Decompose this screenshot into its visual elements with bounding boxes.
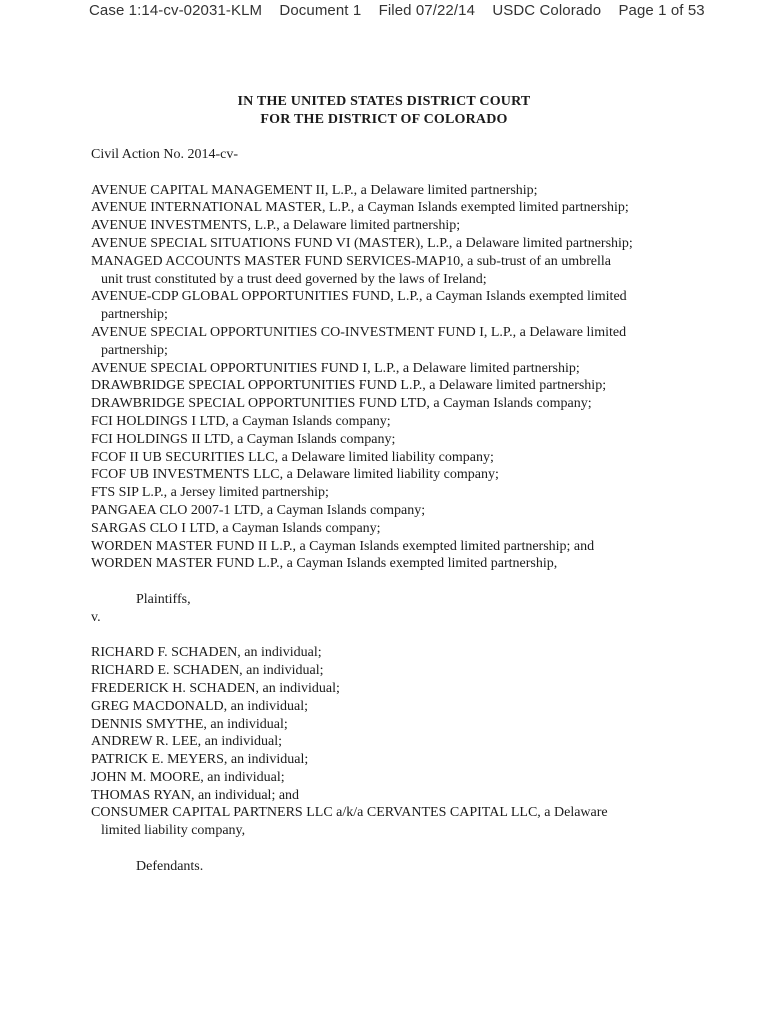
- plaintiffs-label: Plaintiffs,: [136, 591, 191, 607]
- defendant-line: GREG MACDONALD, an individual;: [91, 698, 308, 714]
- court-title-line-1: IN THE UNITED STATES DISTRICT COURT: [237, 94, 531, 109]
- plaintiff-line-continued: partnership;: [101, 342, 168, 358]
- ecf-filing-header: [89, 2, 758, 19]
- plaintiff-line: DRAWBRIDGE SPECIAL OPPORTUNITIES FUND LTD, a Cayman Islands company;: [91, 396, 592, 412]
- case-number: Case 1:14-cv-02031-KLM: [89, 2, 263, 19]
- defendants-label: Defendants.: [136, 858, 204, 874]
- plaintiff-line: AVENUE CAPITAL MANAGEMENT II, L.P., a Delaware limited partnership;: [91, 182, 538, 198]
- defendant-line: CONSUMER CAPITAL PARTNERS LLC a/k/a CERVANTES CAPITAL LLC, a Delaware: [91, 805, 608, 821]
- versus-label: v.: [91, 609, 101, 625]
- plaintiff-line-continued: partnership;: [101, 307, 168, 323]
- plaintiff-line: FTS SIP L.P., a Jersey limited partnership;: [91, 485, 329, 501]
- plaintiff-line: AVENUE SPECIAL SITUATIONS FUND VI (MASTER), L.P., a Delaware limited partnership;: [91, 235, 633, 251]
- defendant-line: RICHARD E. SCHADEN, an individual;: [91, 663, 324, 679]
- plaintiff-line: FCI HOLDINGS I LTD, a Cayman Islands company;: [91, 413, 391, 429]
- defendant-line: THOMAS RYAN, an individual; and: [91, 787, 300, 803]
- defendants-list: [91, 644, 691, 840]
- defendant-line-continued: limited liability company,: [101, 823, 246, 839]
- plaintiff-line: FCI HOLDINGS II LTD, a Cayman Islands company;: [91, 431, 396, 447]
- page-indicator: Page 1 of 53: [618, 2, 705, 19]
- defendant-line: PATRICK E. MEYERS, an individual;: [91, 752, 309, 768]
- plaintiff-line: AVENUE INTERNATIONAL MASTER, L.P., a Cayman Islands exempted limited partnership;: [91, 200, 629, 216]
- caption-body: [91, 146, 691, 876]
- plaintiff-line: DRAWBRIDGE SPECIAL OPPORTUNITIES FUND L.P., a Delaware limited partnership;: [91, 378, 607, 394]
- plaintiff-line: WORDEN MASTER FUND L.P., a Cayman Islands exempted limited partnership,: [91, 556, 558, 572]
- plaintiff-line: SARGAS CLO I LTD, a Cayman Islands company;: [91, 520, 381, 536]
- plaintiff-line: AVENUE INVESTMENTS, L.P., a Delaware limited partnership;: [91, 218, 461, 234]
- defendant-line: ANDREW R. LEE, an individual;: [91, 734, 283, 750]
- plaintiff-line: FCOF II UB SECURITIES LLC, a Delaware limited liability company;: [91, 449, 494, 465]
- defendant-line: FREDERICK H. SCHADEN, an individual;: [91, 680, 340, 696]
- plaintiff-line: FCOF UB INVESTMENTS LLC, a Delaware limited liability company;: [91, 467, 499, 483]
- defendant-line: RICHARD F. SCHADEN, an individual;: [91, 645, 322, 661]
- document-number: Document 1: [279, 2, 362, 19]
- plaintiff-line-continued: unit trust constituted by a trust deed governed by the laws of Ireland;: [101, 271, 487, 287]
- plaintiff-line: PANGAEA CLO 2007-1 LTD, a Cayman Islands company;: [91, 502, 426, 518]
- plaintiff-line: MANAGED ACCOUNTS MASTER FUND SERVICES-MAP10, a sub-trust of an umbrella: [91, 253, 611, 269]
- court-title-line-2: FOR THE DISTRICT OF COLORADO: [260, 112, 508, 127]
- court-short-name: USDC Colorado: [492, 2, 602, 19]
- civil-action-number: Civil Action No. 2014-cv-: [91, 147, 238, 162]
- defendant-line: JOHN M. MOORE, an individual;: [91, 769, 285, 785]
- plaintiff-line: AVENUE-CDP GLOBAL OPPORTUNITIES FUND, L.P., a Cayman Islands exempted limited: [91, 289, 627, 305]
- plaintiff-line: AVENUE SPECIAL OPPORTUNITIES FUND I, L.P., a Delaware limited partnership;: [91, 360, 580, 376]
- court-title: [0, 93, 768, 129]
- plaintiff-line: AVENUE SPECIAL OPPORTUNITIES CO-INVESTMENT FUND I, L.P., a Delaware limited: [91, 324, 627, 340]
- plaintiff-line: WORDEN MASTER FUND II L.P., a Cayman Islands exempted limited partnership; and: [91, 538, 595, 554]
- plaintiffs-list: [91, 182, 691, 574]
- filed-date: Filed 07/22/14: [378, 2, 476, 19]
- defendant-line: DENNIS SMYTHE, an individual;: [91, 716, 288, 732]
